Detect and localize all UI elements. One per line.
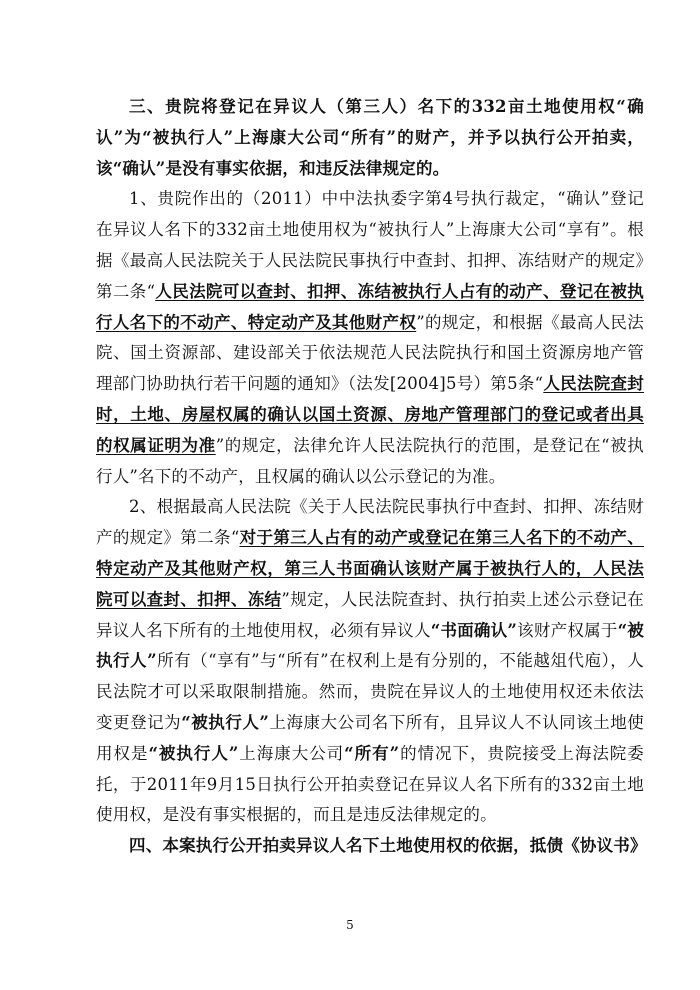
paragraph-1 (96, 184, 644, 492)
section-heading-3: 三、贵院将登记在异议人（第三人）名下的332亩土地使用权“确认”为“被执行人”上海康大公司“所有”的财产，并予以执行公开拍卖，该“确认”是没有事实依据，和违反法律规定的。 (96, 97, 644, 178)
page-number: 5 (346, 918, 354, 932)
paragraph-2-text-e: 该财产权属于 (517, 620, 618, 640)
paragraph-2-text-c: ”规定，人民法院查封、执行拍卖上述公示登记在异议人名下所有的土地使用权，必须有异议人 (96, 589, 644, 640)
paragraph-2-text-m: 的情况下，贵院接受上海法院委托，于2011年9月15日执行公开拍卖登记在异议人名下所有的332亩土地使用权，是没有事实根据的，而且是违反法律规定的。 (96, 743, 644, 825)
paragraph-2-quote: 对于第三人占有的动产或登记在第三人名下的不动产、特定动产及其他财产权，第三人书面确认该财产属于被执行人的，人民法院可以查封、扣押、冻结 (96, 528, 644, 609)
paragraph-2-text-i: 上海康大公司名下所有，且异议人不认同该土地使用权是 (96, 712, 645, 763)
paragraph-2-term-executee-2: “被执行人” (181, 712, 270, 732)
section-heading-4: 四、本案执行公开拍卖异议人名下土地使用权的依据，抵债《协议书》 (129, 836, 647, 856)
paragraph-2 (96, 492, 644, 831)
paragraph-2-term-owned: “所有” (344, 743, 400, 763)
paragraph-2-text-a: 2、根据最高人民法院《关于人民法院民事执行中查封、扣押、冻结财产的规定》第二条“ (96, 497, 644, 548)
paragraph-2-text-g: 所有（“享有”与“所有”在权利上是有分别的，不能越俎代庖），人民法院才可以采取限制措施。然而，贵院在异议人的土地使用权还未依法变更登记为 (96, 651, 644, 732)
paragraph-2-term-executee-1: “被执行人” (96, 620, 645, 671)
paragraph-1-quote-1: 人民法院可以查封、扣押、冻结被执行人占有的动产、登记在被执行人名下的不动产、特定动产及其他财产权 (96, 281, 644, 332)
paragraph-2-term-executee-3: “被执行人” (148, 743, 239, 763)
document-page (96, 92, 647, 862)
paragraph-1-quote-2: 人民法院查封时，土地、房屋权属的确认以国土资源、房地产管理部门的登记或者出具的权属证明为准 (96, 374, 645, 455)
paragraph-1-text-a: 1、贵院作出的（2011）中中法执委字第4号执行裁定，“确认”登记在异议人名下的332亩土地使用权为“被执行人”上海康大公司“享有”。根据《最高人民法院关于人民法院民事执行中查封、扣押、冻结财产的规定》第二条“ (96, 189, 644, 301)
paragraph-2-term-written-confirmation: “书面确认” (430, 620, 518, 640)
paragraph-1-text-c: ”的规定，和根据《最高人民法院、国土资源部、建设部关于依法规范人民法院执行和国土资源房地产管理部门协助执行若干问题的通知》（法发[2004]5号）第5条“ (96, 312, 644, 394)
paragraph-2-text-k: 上海康大公司 (238, 743, 345, 763)
paragraph-1-text-e: ”的规定，法律允许人民法院执行的范围，是登记在“被执行人”名下的不动产，且权属的确认以公示登记的为准。 (96, 435, 644, 486)
